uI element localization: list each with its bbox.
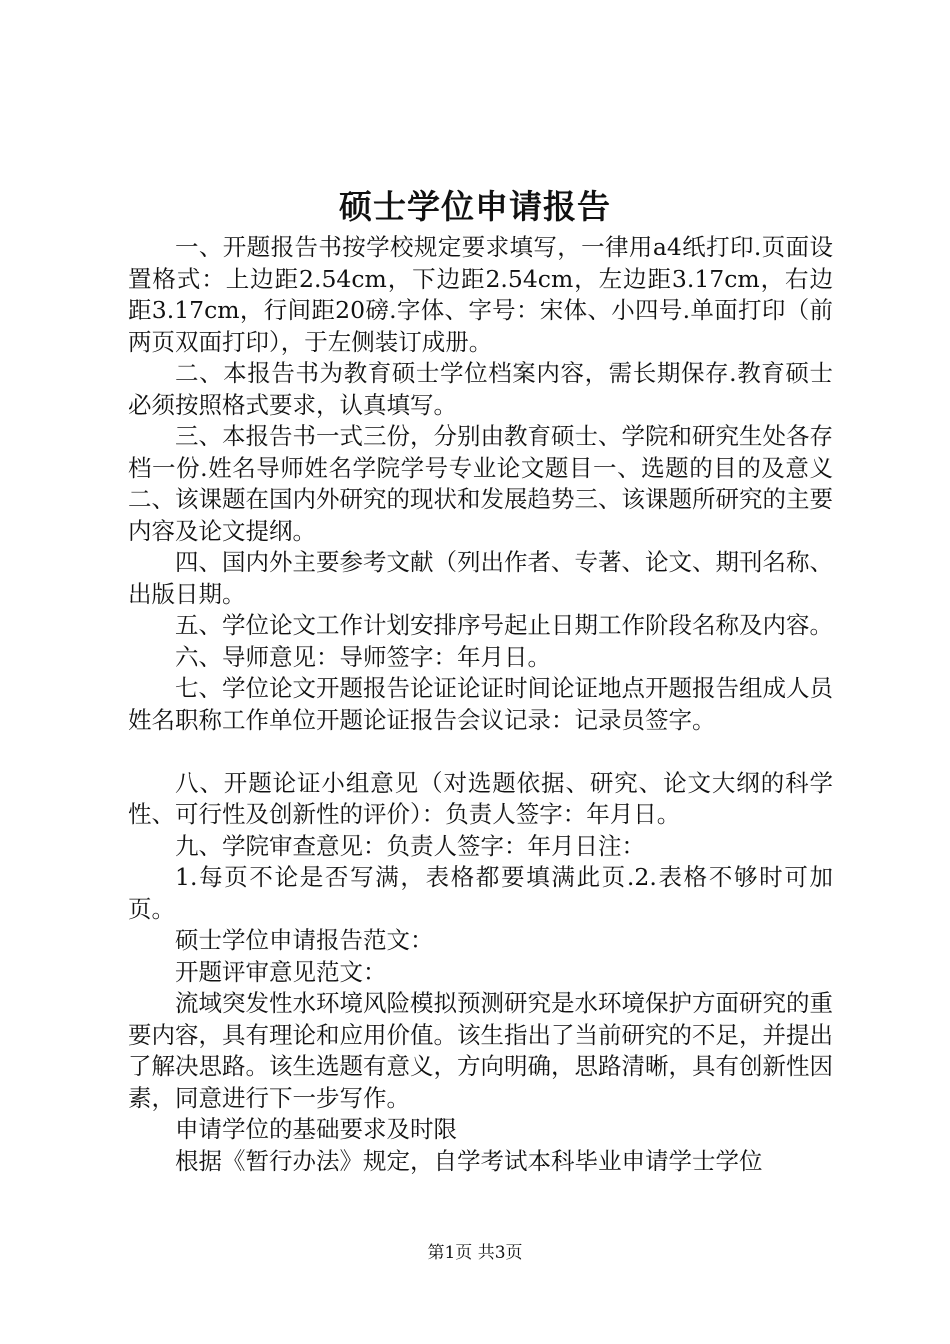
paragraph-12: 开题评审意见范文： <box>175 957 387 986</box>
paragraph-2: 二、本报告书为教育硕士学位档案内容，需长期保存.教育硕士必须按照格式要求，认真填写。 <box>128 359 833 419</box>
paragraph-4: 四、国内外主要参考文献（列出作者、专著、论文、期刊名称、出版日期。 <box>128 548 833 608</box>
page-number-footer: 第1页 共3页 <box>427 1243 523 1263</box>
paragraph-1: 一、开题报告书按学校规定要求填写，一律用a4纸打印.页面设置格式：上边距2.54cm，下边距2.54cm，左边距3.17cm，右边距3.17cm，行间距20磅.字体、字号：宋体、小四号.单面打印（前两页双面打印），于左侧装订成册。 <box>128 233 833 356</box>
document-body <box>128 232 833 1177</box>
paragraph-11: 硕士学位申请报告范文： <box>175 926 434 954</box>
paragraph-6: 六、导师意见：导师签字：年月日。 <box>175 642 551 671</box>
paragraph-14: 申请学位的基础要求及时限 <box>175 1115 457 1143</box>
paragraph-13: 流域突发性水环境风险模拟预测研究是水环境保护方面研究的重要内容，具有理论和应用价值。该生指出了当前研究的不足，并提出了解决思路。该生选题有意义，方向明确，思路清晰，具有创新性因素，同意进行下一步写作。 <box>128 989 833 1112</box>
paragraph-15: 根据《暂行办法》规定，自学考试本科毕业申请学士学位 <box>175 1146 763 1175</box>
paragraph-8: 八、开题论证小组意见（对选题依据、研究、论文大纲的科学性、可行性及创新性的评价）：负责人签字：年月日。 <box>128 768 833 828</box>
paragraph-7: 七、学位论文开题报告论证论证时间论证地点开题报告组成人员姓名职称工作单位开题论证报告会议记录：记录员签字。 <box>128 674 833 734</box>
document-title: 硕士学位申请报告 <box>339 187 611 226</box>
paragraph-5: 五、学位论文工作计划安排序号起止日期工作阶段名称及内容。 <box>175 611 833 639</box>
paragraph-9: 九、学院审查意见：负责人签字：年月日注： <box>175 831 645 860</box>
paragraph-3: 三、本报告书一式三份，分别由教育硕士、学院和研究生处各存档一份.姓名导师姓名学院学号专业论文题目一、选题的目的及意义二、该课题在国内外研究的现状和发展趋势三、该课题所研究的主要内容及论文提纲。 <box>128 422 833 545</box>
paragraph-10: 1.每页不论是否写满，表格都要填满此页.2.表格不够时可加页。 <box>128 863 833 923</box>
